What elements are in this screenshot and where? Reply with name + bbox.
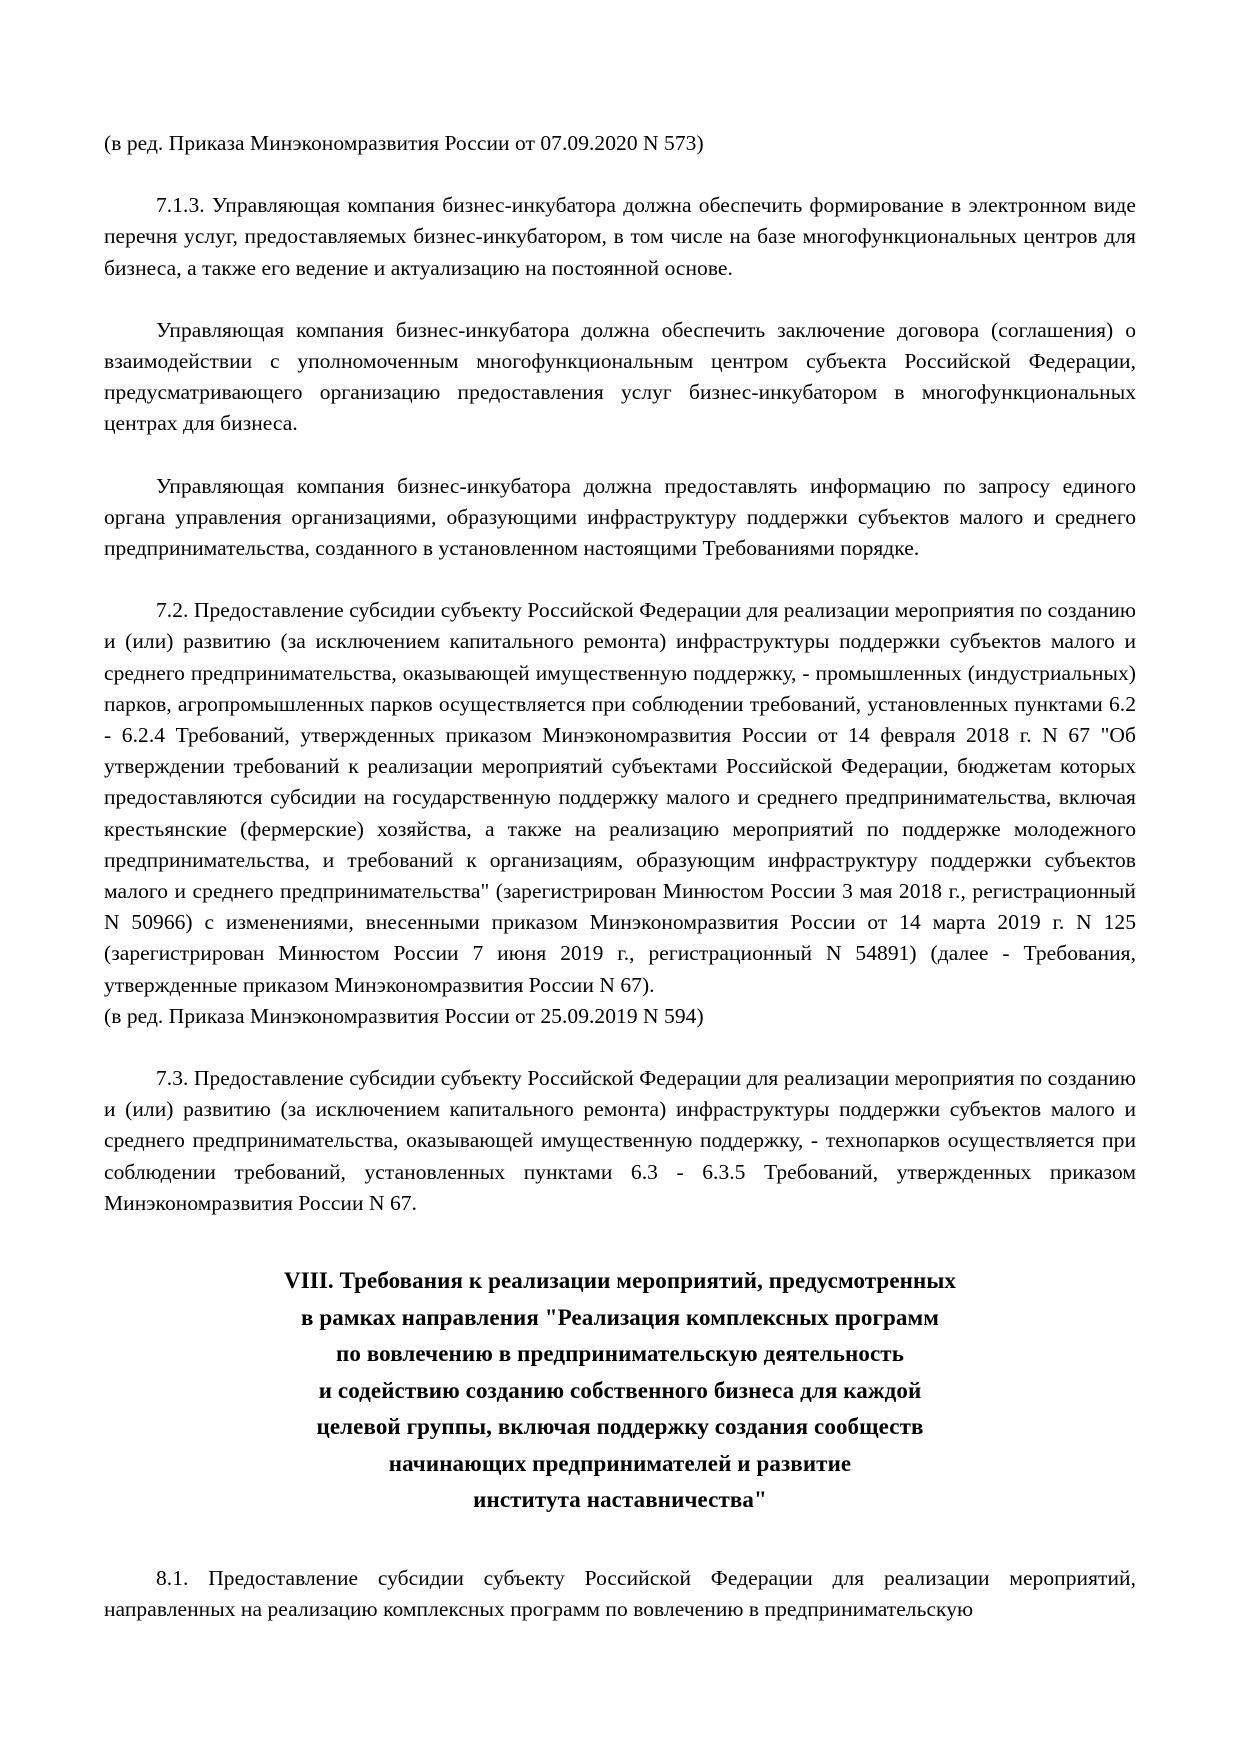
editorial-note-573: (в ред. Приказа Минэкономразвития России от 07.09.2020 N 573) [104, 131, 704, 155]
spacer [104, 284, 1136, 315]
clause-7-3: 7.3. Предоставление субсидии субъекту Российской Федерации для реализации мероприятия по созданию и (или) развитию (за исключением капитального ремонта) инфраструктуры поддержки субъектов малого и среднего предпринимательства, оказывающей имущественную поддержку, - технопарков осуществляется при соблюдении требований, установленных пунктами 6.3 - 6.3.5 Требований, утвержденных приказом Минэкономразвития России N 67. [104, 1066, 1136, 1215]
spacer [104, 440, 1136, 471]
clause-7-2: 7.2. Предоставление субсидии субъекту Российской Федерации для реализации мероприятия по созданию и (или) развитию (за исключением капитального ремонта) инфраструктуры поддержки субъектов малого и среднего предпринимательства, оказывающей имущественную поддержку, - промышленных (индустриальных) парков, агропромышленных парков осуществляется при соблюдении требований, установленных пунктами 6.2 - 6.2.4 Требований, утвержденных приказом Минэкономразвития России от 14 февраля 2018 г. N 67 "Об утверждении требований к реализации мероприятий субъектами Российской Федерации, бюджетам которых предоставляются субсидии на государственную поддержку малого и среднего предпринимательства, включая крестьянские (фермерские) хозяйства, а также на реализацию мероприятий по поддержке молодежного предпринимательства, и требований к организациям, образующим инфраструктуру поддержки субъектов малого и среднего предпринимательства" (зарегистрирован Минюстом России 3 мая 2018 г., регистрационный N 50966) с изменениями, внесенными приказом Минэкономразвития России от 14 марта 2019 г. N 125 (зарегистрирован Минюстом России 7 июня 2019 г., регистрационный N 54891) (далее - Требования, утвержденные приказом Минэкономразвития России N 67). [104, 598, 1136, 997]
heading-line-3: по вовлечению в предпринимательскую деятельность [336, 1341, 904, 1367]
document-body [104, 128, 1136, 1625]
heading-line-5: целевой группы, включая поддержку создания сообществ [316, 1414, 924, 1440]
spacer [104, 1219, 1136, 1263]
spacer [104, 1032, 1136, 1063]
clause-7-1-3: 7.1.3. Управляющая компания бизнес-инкубатора должна обеспечить формирование в электронном виде перечня услуг, предоставляемых бизнес-инкубатором, в том числе на базе многофункциональных центров для бизнеса, а также его ведение и актуализацию на постоянной основе. [104, 193, 1136, 280]
clause-7-1-3-paragraph-3: Управляющая компания бизнес-инкубатора должна предоставлять информацию по запросу единого органа управления организациями, образующими инфраструктуру поддержки субъектов малого и среднего предпринимательства, созданного в установленном настоящими Требованиями порядке. [104, 473, 1136, 561]
section-viii-heading [104, 1263, 1136, 1519]
heading-line-4: и содействию созданию собственного бизнеса для каждой [318, 1377, 922, 1403]
heading-line-1: VIII. Требования к реализации мероприятий, предусмотренных [284, 1268, 956, 1294]
spacer [104, 564, 1136, 595]
clause-7-1-3-paragraph-2: Управляющая компания бизнес-инкубатора должна обеспечить заключение договора (соглашения) о взаимодействии с уполномоченным многофункциональным центром субъекта Российской Федерации, предусматривающего организацию предоставления услуг бизнес-инкубатором в многофункциональных центрах для бизнеса. [104, 317, 1136, 436]
spacer [104, 159, 1136, 190]
clause-8-1: 8.1. Предоставление субсидии субъекту Российской Федерации для реализации мероприятий, направленных на реализацию комплексных программ по вовлечению в предпринимательскую [104, 1565, 1136, 1621]
spacer [104, 1519, 1136, 1563]
editorial-note-594: (в ред. Приказа Минэкономразвития России от 25.09.2019 N 594) [104, 1003, 704, 1028]
heading-line-6: начинающих предпринимателей и развитие [388, 1450, 852, 1476]
heading-line-7: института наставничества" [473, 1487, 767, 1513]
heading-line-2: в рамках направления "Реализация комплексных программ [300, 1304, 940, 1330]
